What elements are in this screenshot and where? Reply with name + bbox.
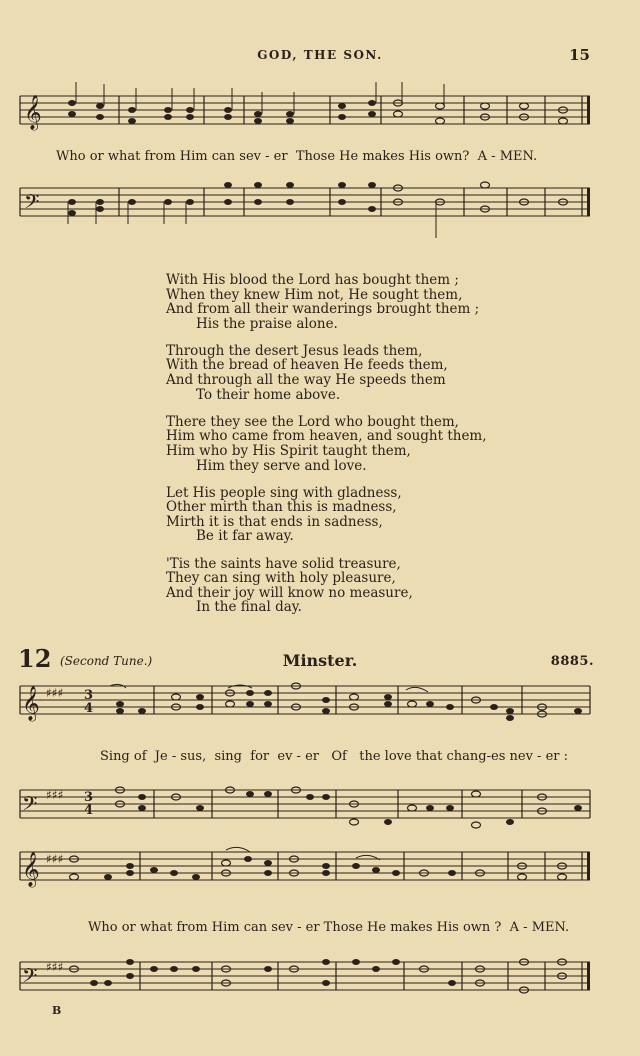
- svg-text:𝄢: 𝄢: [22, 792, 38, 820]
- hymn-lyrics-line1: Sing of Je - sus, sing for ev - er Of the love that chang-es nev - er :: [100, 749, 568, 764]
- verse-line: Be it far away.: [196, 528, 294, 545]
- tune-note: (Second Tune.): [60, 654, 153, 668]
- hymn-number: 12: [18, 644, 52, 673]
- verse-line: And their joy will know no measure,: [166, 584, 413, 601]
- system2-treble-staff: [0, 680, 640, 730]
- svg-text:♯♯♯: ♯♯♯: [46, 960, 64, 974]
- svg-text:𝄞: 𝄞: [22, 852, 40, 887]
- system3-bass-staff: [0, 950, 640, 1010]
- system3-treble-staff: [0, 846, 640, 896]
- verse-line: There they see the Lord who bought them,: [166, 413, 459, 430]
- verse-stanza: [166, 415, 487, 473]
- system1-bass-staff: [0, 180, 640, 240]
- svg-text:♯♯♯: ♯♯♯: [46, 788, 64, 802]
- verse-stanza: [166, 486, 487, 544]
- svg-text:𝄢: 𝄢: [22, 964, 38, 992]
- verse-line: When they knew Him not, He sought them,: [166, 286, 463, 303]
- verse-line: In the final day.: [196, 599, 302, 616]
- time-signature-top: 3: [84, 688, 94, 703]
- system1-lyrics: Who or what from Him can sev - er Those He makes His own? A - MEN.: [56, 149, 538, 164]
- verse-line: And from all their wanderings brought them ;: [166, 301, 480, 318]
- svg-text:𝄢: 𝄢: [24, 190, 40, 218]
- verse-line: Mirth it is that ends in sadness,: [166, 513, 383, 530]
- verse-line: With His blood the Lord has bought them ;: [166, 272, 459, 288]
- hymn-lyrics-line2: Who or what from Him can sev - er Those He makes His own ? A - MEN.: [88, 920, 570, 935]
- svg-text:𝄞: 𝄞: [24, 95, 42, 130]
- verse-line: Other mirth than this is madness,: [166, 499, 397, 516]
- tune-name: Minster.: [282, 651, 358, 670]
- verse-stanza: [166, 344, 487, 402]
- verse-line: They can sing with holy pleasure,: [166, 570, 396, 587]
- verse-line: Let His people sing with gladness,: [166, 484, 402, 501]
- time-signature-bottom: 4: [84, 701, 94, 716]
- verse-line: Him they serve and love.: [196, 457, 367, 474]
- verse-stanza: [166, 557, 487, 615]
- system2-bass-staff: [0, 778, 640, 838]
- page-number: 15: [569, 46, 590, 64]
- meter: 8885.: [550, 654, 594, 669]
- verse-line: With the bread of heaven He feeds them,: [166, 357, 448, 374]
- verse-line: His the praise alone.: [196, 315, 338, 332]
- verse-line: To their home above.: [196, 386, 341, 403]
- time-signature-top: 3: [84, 790, 94, 805]
- verses: [166, 273, 487, 627]
- verse-line: And through all the way He speeds them: [166, 372, 446, 389]
- verse-line: Through the desert Jesus leads them,: [166, 342, 423, 359]
- time-signature-bottom: 4: [84, 803, 94, 818]
- svg-text:♯♯♯: ♯♯♯: [46, 852, 64, 866]
- signature-mark: B: [52, 1004, 62, 1017]
- verse-stanza: [166, 273, 487, 331]
- verse-line: Him who came from heaven, and sought them,: [166, 428, 487, 445]
- svg-text:♯♯♯: ♯♯♯: [46, 686, 64, 700]
- system1-treble-staff: [0, 92, 640, 142]
- verse-line: 'Tis the saints have solid treasure,: [166, 555, 401, 572]
- verse-line: Him who by His Spirit taught them,: [166, 442, 411, 459]
- svg-text:𝄞: 𝄞: [22, 686, 40, 721]
- running-head: GOD, THE SON.: [257, 48, 383, 62]
